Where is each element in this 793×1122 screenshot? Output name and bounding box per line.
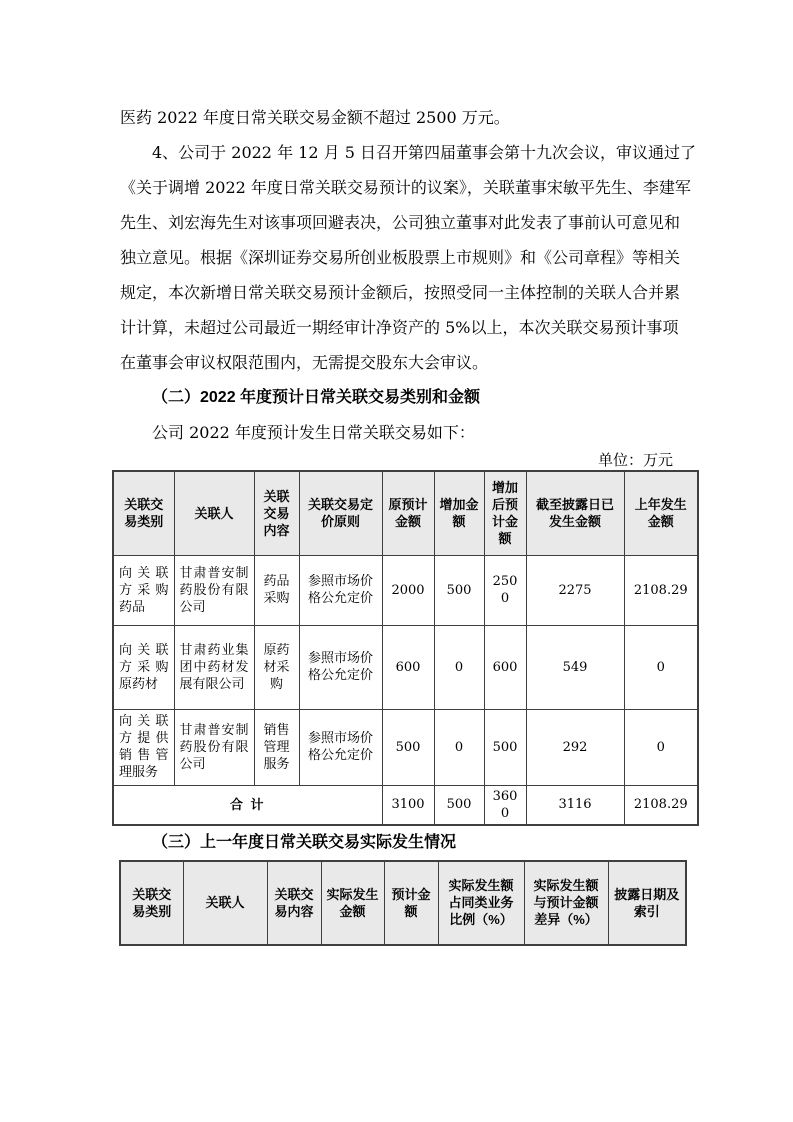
total-value: 500 bbox=[434, 785, 484, 825]
table-cell: 甘肃药业集团中药材发展有限公司 bbox=[174, 625, 254, 709]
table-cell: 600 bbox=[484, 625, 526, 709]
column-header: 关联交易内容 bbox=[254, 471, 299, 555]
column-header: 原预计金额 bbox=[382, 471, 434, 555]
table-cell: 0 bbox=[624, 625, 698, 709]
section2-heading: （二）2022 年度预计日常关联交易类别和金额 bbox=[152, 389, 481, 406]
paragraph-line: 4、公司于 2022 年 12 月 5 日召开第四届董事会第十九次会议，审议通过了 bbox=[152, 143, 696, 162]
table-cell: 参照市场价格公允定价 bbox=[299, 709, 382, 785]
paragraph-4 bbox=[120, 135, 696, 380]
section3-heading: （三）上一年度日常关联交易实际发生情况 bbox=[152, 833, 457, 851]
column-header: 关联人 bbox=[174, 471, 254, 555]
column-header: 披露日期及索引 bbox=[608, 861, 686, 945]
table-cell: 292 bbox=[526, 709, 624, 785]
table-cell: 0 bbox=[624, 709, 698, 785]
paragraph-line: 独立意见。根据《深圳证券交易所创业板股票上市规则》和《公司章程》等相关 bbox=[120, 248, 681, 267]
table-row bbox=[113, 625, 698, 709]
column-header: 预计金额 bbox=[384, 861, 438, 945]
table-cell: 向关联方采购药品 bbox=[113, 555, 174, 625]
table-cell: 549 bbox=[526, 625, 624, 709]
column-header: 增加金额 bbox=[434, 471, 484, 555]
table-cell: 药品采购 bbox=[254, 555, 299, 625]
total-value: 3600 bbox=[484, 785, 526, 825]
table-cell: 销售管理服务 bbox=[254, 709, 299, 785]
table-cell: 向关联方提供销售管理服务 bbox=[113, 709, 174, 785]
paragraph-line: 《关于调增 2022 年度日常关联交易预计的议案》，关联董事宋敏平先生、李建军 bbox=[120, 178, 691, 197]
table-cell: 向关联方采购原药材 bbox=[113, 625, 174, 709]
table-cell: 2275 bbox=[526, 555, 624, 625]
table-header-row bbox=[113, 471, 698, 555]
table-cell: 原药材采购 bbox=[254, 625, 299, 709]
table-cell: 500 bbox=[484, 709, 526, 785]
paragraph-line: 计计算，未超过公司最近一期经审计净资产的 5%以上，本次关联交易预计事项 bbox=[120, 318, 679, 337]
table-cell: 参照市场价格公允定价 bbox=[299, 625, 382, 709]
total-label: 合 计 bbox=[113, 785, 382, 825]
body-text bbox=[120, 100, 696, 470]
table-row bbox=[113, 555, 698, 625]
column-header: 截至披露日已发生金额 bbox=[526, 471, 624, 555]
column-header: 关联交易类别 bbox=[120, 861, 183, 945]
column-header: 增加后预计金额 bbox=[484, 471, 526, 555]
column-header: 实际发生金额 bbox=[321, 861, 384, 945]
previous-year-transactions-table bbox=[119, 860, 687, 946]
paragraph-line: 先生、刘宏海先生对该事项回避表决，公司独立董事对此发表了事前认可意见和 bbox=[120, 213, 681, 232]
paragraph-line: 规定，本次新增日常关联交易预计金额后，按照受同一主体控制的关联人合并累 bbox=[120, 283, 681, 302]
paragraph-line: 在董事会审议权限范围内，无需提交股东大会审议。 bbox=[120, 353, 489, 372]
table-cell: 2500 bbox=[484, 555, 526, 625]
table-cell: 2000 bbox=[382, 555, 434, 625]
table-header-row bbox=[120, 861, 686, 945]
predicted-transactions-table bbox=[112, 470, 699, 826]
table-cell: 0 bbox=[434, 625, 484, 709]
total-row bbox=[113, 785, 698, 825]
column-header: 关联人 bbox=[183, 861, 267, 945]
total-value: 2108.29 bbox=[624, 785, 698, 825]
table-row bbox=[113, 709, 698, 785]
column-header: 实际发生额占同类业务比例（%） bbox=[438, 861, 524, 945]
table-cell: 500 bbox=[382, 709, 434, 785]
table-cell: 600 bbox=[382, 625, 434, 709]
column-header: 关联交易定价原则 bbox=[299, 471, 382, 555]
table-cell: 甘肃普安制药股份有限公司 bbox=[174, 555, 254, 625]
column-header: 实际发生额与预计金额差异（%） bbox=[524, 861, 608, 945]
table-cell: 2108.29 bbox=[624, 555, 698, 625]
column-header: 关联交易类别 bbox=[113, 471, 174, 555]
table-cell: 甘肃普安制药股份有限公司 bbox=[174, 709, 254, 785]
total-value: 3116 bbox=[526, 785, 624, 825]
section2-intro: 公司 2022 年度预计发生日常关联交易如下： bbox=[152, 423, 475, 442]
total-value: 3100 bbox=[382, 785, 434, 825]
table-cell: 参照市场价格公允定价 bbox=[299, 555, 382, 625]
unit-label: 单位：万元 bbox=[597, 451, 673, 469]
table-cell: 0 bbox=[434, 709, 484, 785]
column-header: 关联交易内容 bbox=[267, 861, 321, 945]
paragraph-line: 医药 2022 年度日常关联交易金额不超过 2500 万元。 bbox=[120, 108, 510, 127]
column-header: 上年发生金额 bbox=[624, 471, 698, 555]
table-cell: 500 bbox=[434, 555, 484, 625]
